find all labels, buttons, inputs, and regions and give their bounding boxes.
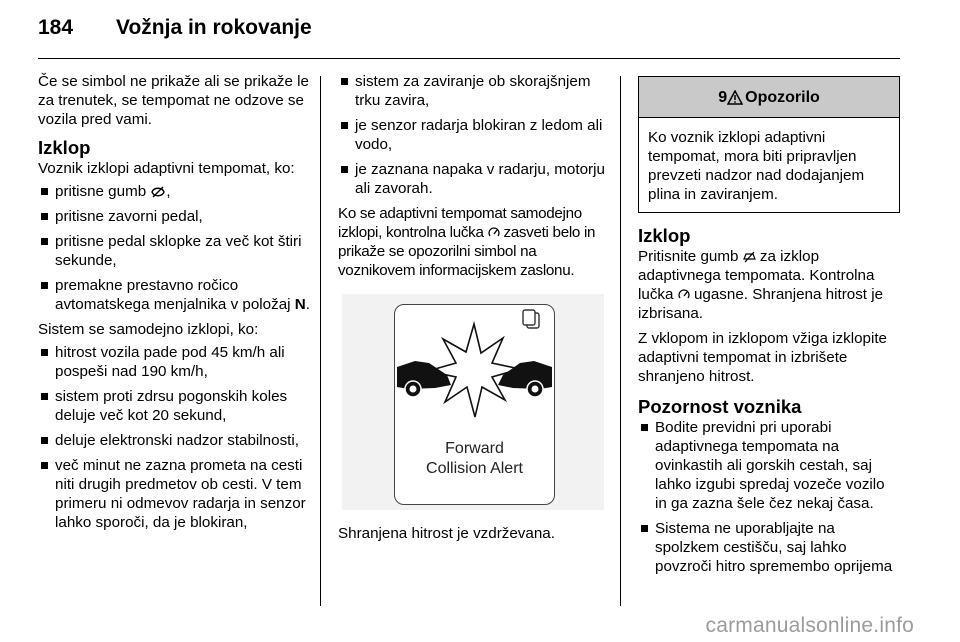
list-item: Sistema ne uporabljajte na spolzkem cestišču, saj lahko povzroči hitro spremembo oprijema [638,519,900,576]
auto-off-list [38,343,310,532]
collision-star-icon [428,324,520,417]
section-heading-izklop-2: Izklop [638,225,691,246]
cruise-control-lamp-icon [678,289,690,301]
auto-off-paragraph: Sistem se samodejno izklopi, ko: [38,321,259,338]
cancel-cruise-icon [150,186,166,198]
warning-triangle-icon [727,90,743,105]
intro-paragraph: Če se simbol ne prikaže ali se prikaže le za trenutek, se tempomat ne odzove se vozila pred vami. [38,73,309,128]
auto-off-paragraph-2: Ko se adaptivni tempomat samodejno izklopi, kontrolna lučka zasveti belo in prikaže se opozorilni simbol na voznikovem informacijskem zaslonu. [338,205,596,279]
column-divider-1 [320,76,321,606]
list-item: pritisne pedal sklopke za več kot štiri sekunde, [38,232,310,270]
driver-off-list [38,182,310,314]
ignition-paragraph: Z vklopom in izklopom vžiga izklopite adaptivni tempomat in izbrišete shranjeno hitrost. [638,330,887,385]
page-number: 184 [38,16,74,39]
list-item: premakne prestavno ročico avtomatskega menjalnika v položaj N. [38,276,310,314]
column-3 [638,72,900,582]
warning-box [638,76,900,213]
lead-paragraph: Voznik izklopi adaptivni tempomat, ko: [38,160,295,177]
list-item: pritisne zavorni pedal, [38,207,310,226]
forward-collision-alert-figure [342,294,604,510]
list-item: je zaznana napaka v radarju, motorju ali zavorah. [338,160,606,198]
list-item: sistem za zaviranje ob skorajšnjem trku zavira, [338,72,606,110]
section-heading-attention: Pozornost voznika [638,396,802,417]
list-item: Bodite previdni pri uporabi adaptivnega tempomata na ovinkastih ali gorskih cestah, saj lahko izgubi spredaj vozeče vozilo in ga zazna šele čez nekaj časa. [638,418,900,513]
list-item: sistem proti zdrsu pogonskih koles deluje več kot 20 sekund, [38,387,310,425]
alert-text: Forward Collision Alert [426,440,523,477]
list-item: hitrost vozila pade pod 45 km/h ali pospeši nad 190 km/h, [38,343,310,381]
section-heading-izklop: Izklop [38,137,91,158]
column-divider-2 [620,76,621,606]
column-2 [338,72,606,549]
cancel-button-icon [743,251,756,263]
watermark: carmanualsonline.info [705,614,914,637]
header-rule [38,58,900,59]
warning-header [639,77,899,118]
cancel-paragraph: Pritisnite gumb za izklop adaptivnega tempomata. Kontrolna lučka ugasne. Shranjena hitrost je izbrisana. [638,248,884,322]
page-header [38,16,312,50]
attention-list [638,418,900,576]
warning-title: Opozorilo [745,88,820,106]
list-item: več minut ne zazna prometa na cesti niti drugih predmetov ob cesti. V tem primeru ni odmevov radarja in senzor lahko sporoči, da je blokiran, [38,456,310,532]
cruise-control-lamp-icon [488,227,500,239]
list-item: pritisne gumb , [38,182,310,201]
figure-caption: Shranjena hitrost je vzdrževana. [338,525,555,542]
column-1 [38,72,310,538]
warning-text: Ko voznik izklopi adaptivni tempomat, mora biti pripravljen prevzeti nadzor nad dodajanjem plina in zaviranjem. [648,129,865,203]
auto-off-list-cont [338,72,606,198]
warning-number: 9 [718,88,728,106]
list-item: deluje elektronski nadzor stabilnosti, [38,431,310,450]
list-item: je senzor radarja blokiran z ledom ali vodo, [338,116,606,154]
page-title: Vožnja in rokovanje [116,16,312,39]
collision-alert-graphic [395,305,554,435]
driver-info-display [394,304,555,505]
